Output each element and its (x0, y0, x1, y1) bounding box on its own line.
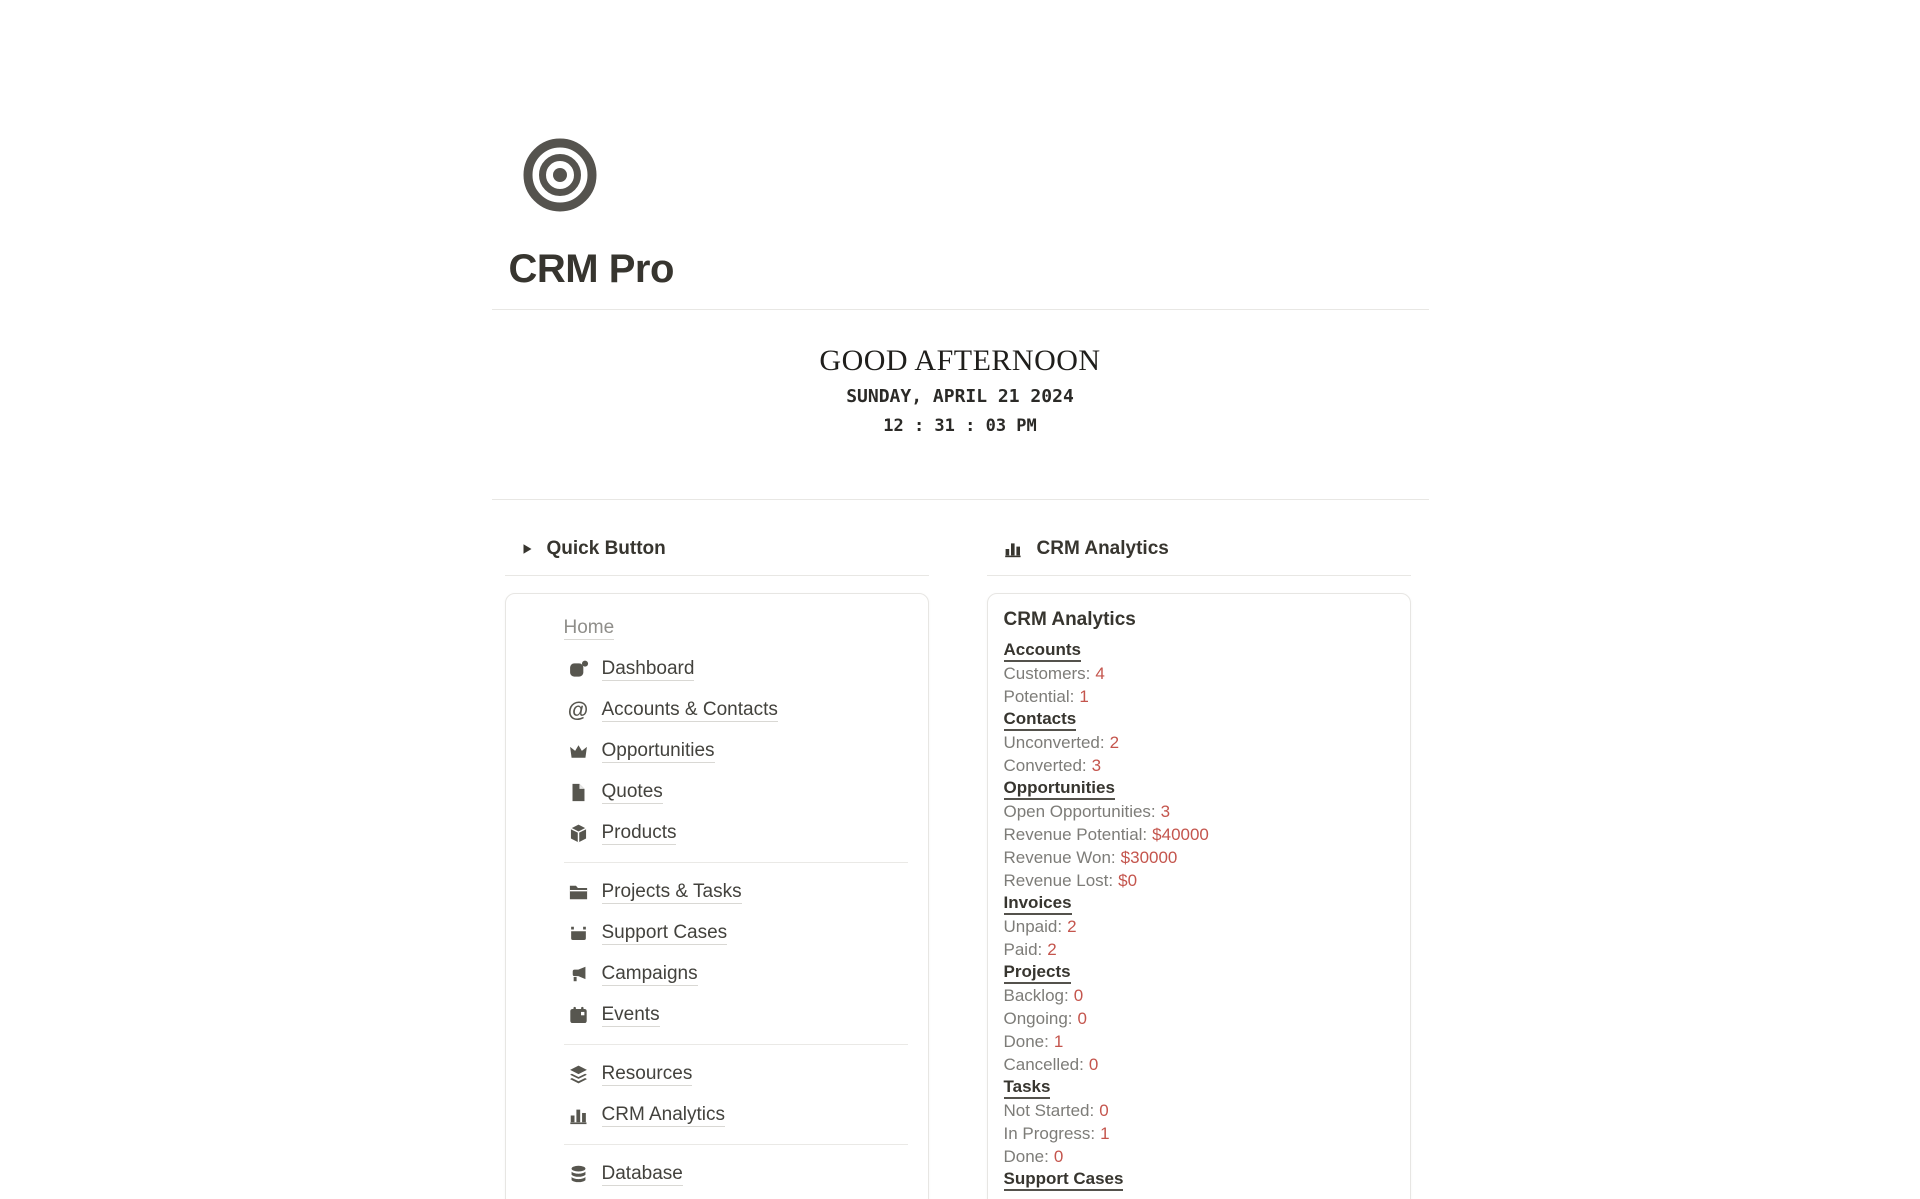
layers-icon (568, 1064, 589, 1085)
megaphone-icon (568, 964, 589, 985)
stat-row-unconverted (1004, 731, 1394, 754)
document-icon (568, 782, 589, 803)
nav-link-database[interactable]: Database (601, 1163, 683, 1184)
stat-label: Open Opportunities: (1003, 801, 1156, 821)
stat-row-backlog (1004, 984, 1394, 1007)
stat-value: 0 (1077, 1008, 1087, 1028)
stat-section-heading: Opportunities (1004, 778, 1115, 800)
greeting-block (492, 343, 1429, 438)
nav-item-support-cases[interactable] (564, 921, 908, 945)
stat-value: 3 (1160, 801, 1171, 821)
stat-section-heading: Invoices (1004, 893, 1072, 915)
stat-row-done (1004, 1145, 1394, 1168)
navigation-card (505, 593, 929, 1199)
stat-label: Done: (1003, 1031, 1049, 1051)
stat-value: 0 (1053, 1146, 1064, 1166)
stat-label: Revenue Won: (1003, 847, 1116, 867)
dashboard-icon (568, 659, 589, 680)
stat-section-opportunities (1004, 777, 1394, 800)
analytics-section-header[interactable] (987, 536, 1411, 562)
nav-group-divider (564, 862, 908, 863)
stat-label: Revenue Potential: (1003, 824, 1148, 844)
divider (987, 575, 1411, 576)
nav-link-resources[interactable]: Resources (601, 1063, 693, 1084)
nav-link-events[interactable]: Events (601, 1004, 660, 1025)
nav-link-support-cases[interactable]: Support Cases (601, 922, 728, 943)
stat-row-done (1004, 1030, 1394, 1053)
nav-item-database[interactable] (564, 1162, 908, 1186)
stat-value: 1 (1079, 686, 1089, 706)
page (492, 137, 1429, 1199)
stat-label: Cancelled: (1003, 1054, 1084, 1074)
stat-label: Backlog: (1003, 985, 1069, 1005)
stat-value: 1 (1100, 1123, 1110, 1143)
stat-row-cancelled (1004, 1053, 1394, 1076)
at-sign-icon: @ (567, 698, 589, 722)
greeting-date: SUNDAY, APRIL 21 2024 (846, 386, 1074, 407)
stat-label: Potential: (1003, 686, 1075, 706)
nav-item-dashboard[interactable] (564, 657, 908, 681)
nav-item-events[interactable] (564, 1003, 908, 1027)
analytics-header-label: CRM Analytics (1036, 538, 1169, 559)
stat-section-support-cases (1004, 1168, 1394, 1191)
stat-row-not-started (1004, 1099, 1394, 1122)
nav-item-crm-analytics[interactable] (564, 1103, 908, 1127)
stat-label: Revenue Lost: (1003, 870, 1114, 890)
bar-chart-icon (568, 1105, 589, 1126)
nav-link-quotes[interactable]: Quotes (601, 781, 663, 802)
stat-value: $30000 (1120, 847, 1178, 867)
stat-label: Unconverted: (1003, 732, 1105, 752)
stat-row-revenue-lost (1004, 869, 1394, 892)
stat-section-heading: Tasks (1004, 1077, 1051, 1099)
stat-row-revenue-won (1004, 846, 1394, 869)
stat-label: Paid: (1003, 939, 1043, 959)
stat-section-invoices (1004, 892, 1394, 915)
nav-link-campaigns[interactable]: Campaigns (601, 963, 698, 984)
stat-row-paid (1004, 938, 1394, 961)
stat-label: Unpaid: (1003, 916, 1063, 936)
stat-section-heading: Accounts (1004, 640, 1081, 662)
stat-row-ongoing (1004, 1007, 1394, 1030)
nav-item-quotes[interactable] (564, 780, 908, 804)
nav-group-divider (564, 1144, 908, 1145)
calendar-icon (568, 1005, 589, 1026)
stat-value: 2 (1047, 939, 1057, 959)
quick-button-label: Quick Button (546, 538, 666, 559)
stat-value: $0 (1118, 870, 1138, 890)
stat-section-contacts (1004, 708, 1394, 731)
stat-row-potential (1004, 685, 1394, 708)
stats-sections (1004, 639, 1394, 1191)
greeting-time: 12 : 31 : 03 PM (883, 416, 1037, 436)
stat-value: 2 (1109, 732, 1120, 752)
left-column (505, 500, 929, 1199)
stat-row-open-opportunities (1004, 800, 1394, 823)
stat-value: 1 (1053, 1031, 1064, 1051)
right-column (987, 500, 1411, 1199)
stat-value: 0 (1088, 1054, 1099, 1074)
stat-row-unpaid (1004, 915, 1394, 938)
stat-value: 2 (1067, 916, 1077, 936)
stat-label: Ongoing: (1003, 1008, 1073, 1028)
crm-analytics-card (987, 593, 1411, 1199)
nav-item-opportunities[interactable] (564, 739, 908, 763)
nav-link-products[interactable]: Products (601, 822, 677, 843)
greeting-message: GOOD AFTERNOON (819, 344, 1101, 377)
nav-link-dashboard[interactable]: Dashboard (601, 658, 695, 679)
stat-row-revenue-potential (1004, 823, 1394, 846)
stat-section-heading: Contacts (1004, 709, 1077, 731)
nav-link-accounts-contacts[interactable]: Accounts & Contacts (601, 699, 778, 720)
nav-item-campaigns[interactable] (564, 962, 908, 986)
divider (492, 309, 1429, 310)
stat-label: Customers: (1003, 663, 1091, 683)
stat-label: Done: (1003, 1146, 1049, 1166)
stat-label: In Progress: (1003, 1123, 1096, 1143)
stat-section-projects (1004, 961, 1394, 984)
nav-item-accounts-contacts[interactable] (564, 698, 908, 722)
nav-group-divider (564, 1044, 908, 1045)
bar-chart-icon (1003, 539, 1023, 559)
analytics-card-title: CRM Analytics (1003, 609, 1136, 630)
nav-item-products[interactable] (564, 821, 908, 845)
quick-button-toggle[interactable] (505, 536, 929, 562)
crown-icon (568, 741, 589, 762)
stat-value: 0 (1073, 985, 1084, 1005)
inbox-icon (568, 923, 589, 944)
nav-groups (564, 657, 908, 1186)
content-columns (492, 500, 1429, 1199)
folder-icon (568, 882, 589, 903)
nav-link-opportunities[interactable]: Opportunities (601, 740, 715, 761)
stat-label: Not Started: (1003, 1100, 1095, 1120)
stat-row-in-progress (1004, 1122, 1394, 1145)
nav-item-resources[interactable] (564, 1062, 908, 1086)
nav-item-projects-tasks[interactable] (564, 880, 908, 904)
box-icon (568, 823, 589, 844)
nav-home-link[interactable]: Home (563, 617, 615, 638)
stat-section-tasks (1004, 1076, 1394, 1099)
nav-link-projects-tasks[interactable]: Projects & Tasks (601, 881, 742, 902)
stat-section-heading: Support Cases (1004, 1169, 1124, 1191)
stat-row-customers (1004, 662, 1394, 685)
stat-value: 3 (1091, 755, 1102, 775)
app-logo bullseye-icon[interactable] (522, 137, 598, 213)
stat-row-converted (1004, 754, 1394, 777)
stat-label: Converted: (1003, 755, 1087, 775)
page-title: CRM Pro (508, 247, 674, 291)
play-triangle-icon[interactable] (521, 543, 533, 555)
stat-value: 4 (1095, 663, 1105, 683)
stat-value: 0 (1099, 1100, 1109, 1120)
divider (505, 575, 929, 576)
stat-section-accounts (1004, 639, 1394, 662)
stat-section-heading: Projects (1004, 962, 1071, 984)
database-icon (568, 1164, 589, 1185)
stat-value: $40000 (1152, 824, 1209, 844)
nav-link-crm-analytics[interactable]: CRM Analytics (601, 1104, 726, 1125)
